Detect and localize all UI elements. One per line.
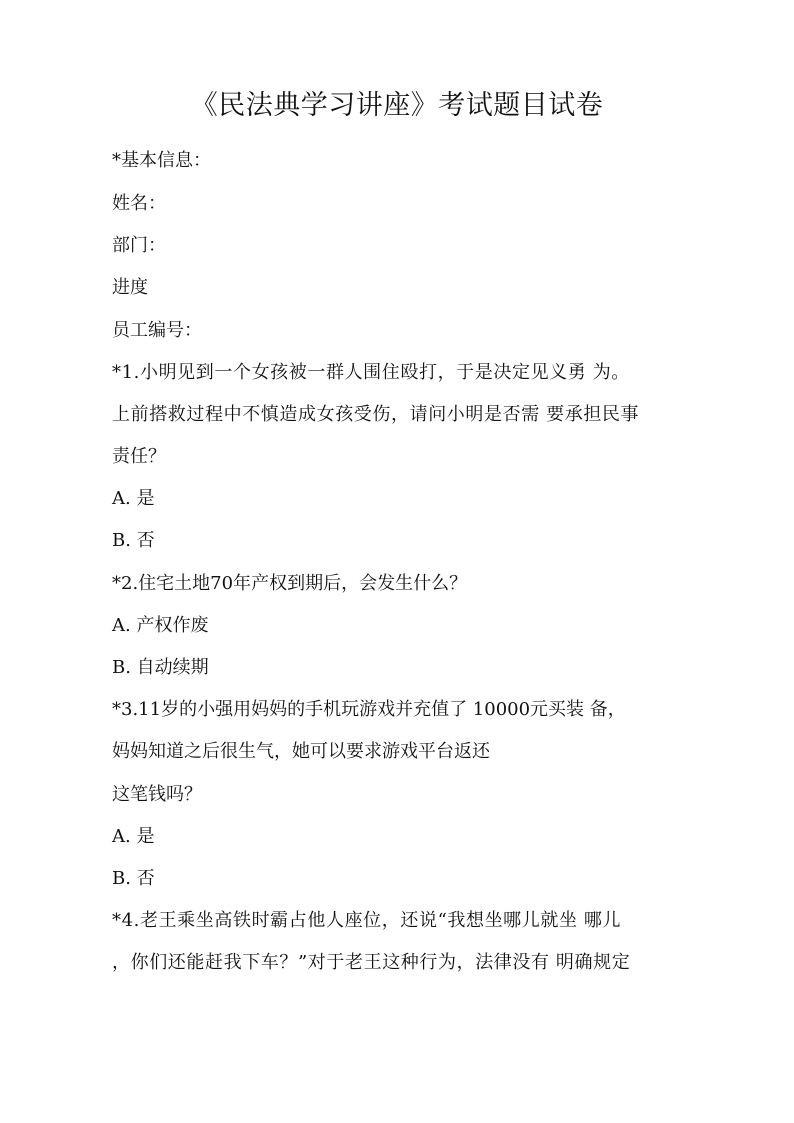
question-3-line-2: 妈妈知道之后很生气，她可以要求游戏平台返还 [112, 741, 490, 762]
question-3-line-3: 这笔钱吗？ [112, 784, 202, 805]
question-3-line-1: *3.11岁的小强用妈妈的手机玩游戏并充值了 10000元买装 备， [112, 699, 626, 720]
question-1-line-2: 上前搭救过程中不慎造成女孩受伤，请问小明是否需 要承担民事 [112, 404, 640, 425]
question-1-option-a: A. 是 [112, 488, 155, 509]
basic-info-heading: *基本信息： [112, 150, 211, 171]
question-1-line-1: *1.小明见到一个女孩被一群人围住殴打，于是决定见义勇 为。 [112, 362, 630, 383]
page-title: 《民法典学习讲座》考试题目试卷 [190, 90, 604, 121]
question-3-option-b: B. 否 [112, 868, 155, 889]
employee-id-field-label: 员工编号： [112, 320, 202, 341]
name-field-label: 姓名： [112, 193, 166, 214]
question-4-line-2: ，你们还能赶我下车？”对于老王这种行为，法律没有 明确规定 [112, 952, 631, 973]
question-3-option-a: A. 是 [112, 826, 155, 847]
question-4-line-1: *4.老王乘坐高铁时霸占他人座位，还说“我想坐哪儿就坐 哪儿 [112, 910, 622, 931]
department-field-label: 部门： [112, 235, 166, 256]
question-2-line-1: *2.住宅土地70年产权到期后，会发生什么？ [112, 573, 468, 594]
question-2-option-b: B. 自动续期 [112, 657, 209, 678]
progress-field-label: 进度 [112, 277, 148, 298]
question-1-option-b: B. 否 [112, 530, 155, 551]
question-2-option-a: A. 产权作废 [112, 615, 209, 636]
question-1-line-3: 责任？ [112, 446, 166, 467]
